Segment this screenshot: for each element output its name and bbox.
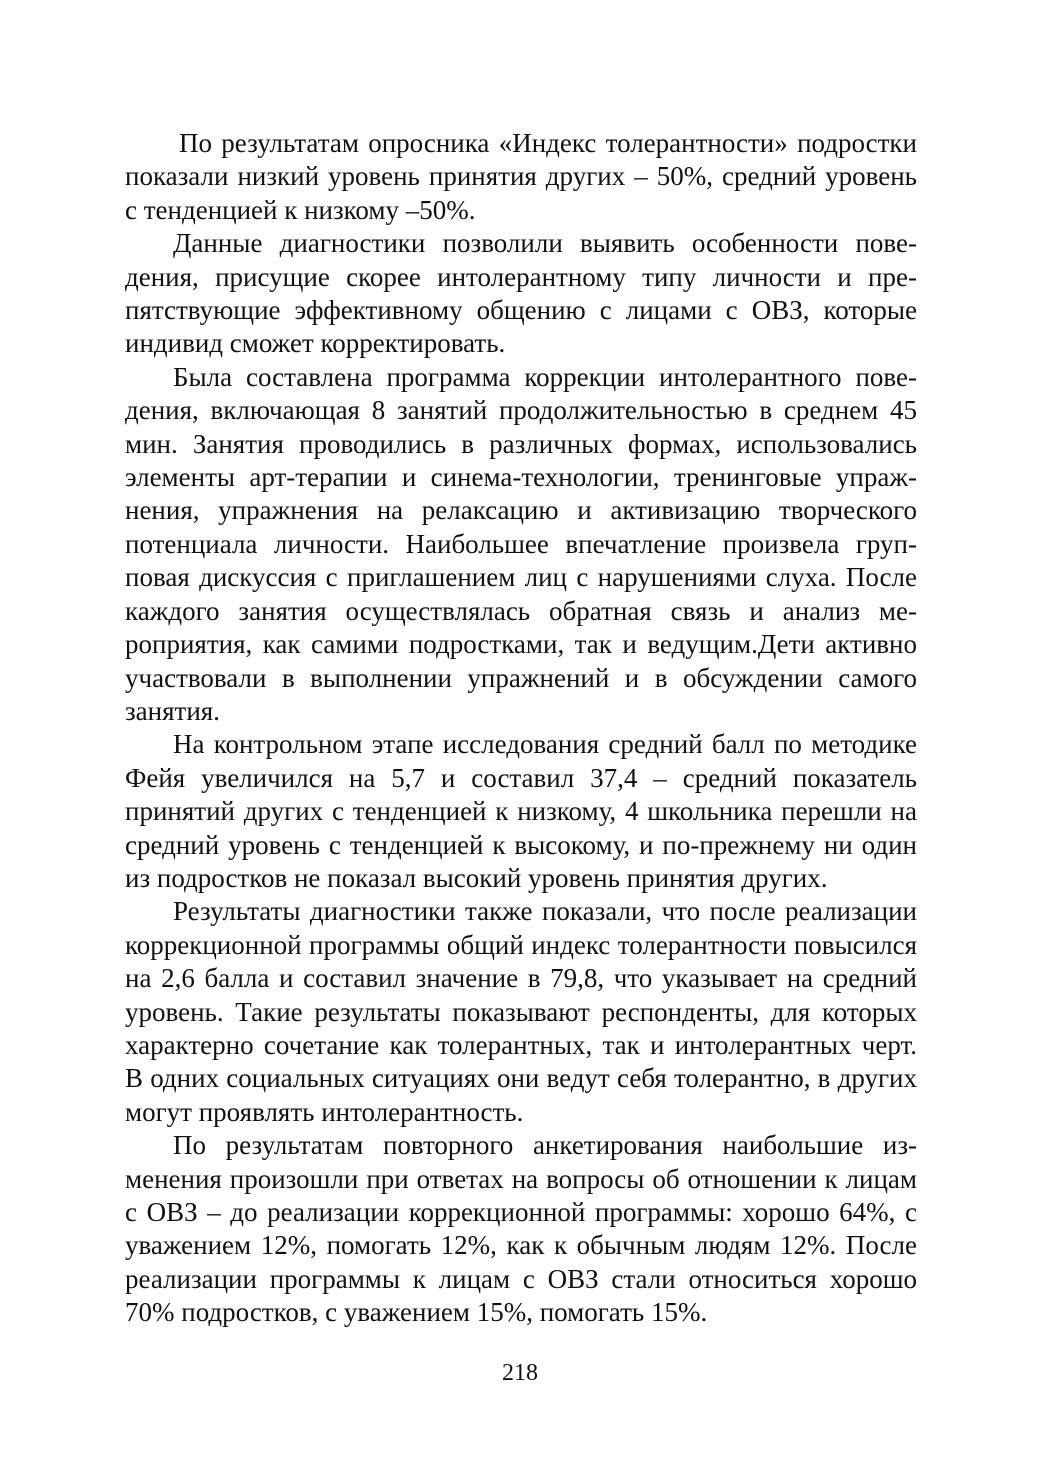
- document-body: [125, 127, 917, 1330]
- page-number: 218: [502, 1360, 538, 1386]
- paragraph-correction-program: Была составлена программа коррекции интолерантного поведения, включающая 8 занятий продолжительностью в среднем 45 мин. Занятия проводились в различных формах, использовались элементы арт-терапии и синема-технологии, тренинговые упражнения, упражнения на релаксацию и активизацию творческого потенциала личности. Наибольшее впечатление произвела групповая дискуссия с приглашением лиц с нарушениями слуха. После каждого занятия осуществлялась обратная связь и анализ мероприятия, как самими подростками, так и ведущим.Дети активно участвовали в выполнении упражнений и в обсуждении самого занятия.: [125, 361, 917, 726]
- paragraph-tolerance-index-change: Результаты диагностики также показали, что после реализации коррекционной программы общий индекс толерантности повысился на 2,6 балла и составил значение в 79,8, что указывает на средний уровень. Такие результаты показывают респонденты, для которых характерно сочетание как толерантных, так и интолерантных черт. В одних социальных ситуациях они ведут себя толерантно, в других могут проявлять интолерантность.: [125, 896, 917, 1127]
- paragraph-control-stage: На контрольном этапе исследования средний балл по методике Фейя увеличился на 5,7 и составил 37,4 – средний показатель принятий других с тенденцией к низкому, 4 школьника перешли на средний уровень с тенденцией к высокому, и по-прежнему ни один из подростков не показал высокий уровень принятия других.: [125, 729, 917, 893]
- paragraph-repeat-survey: По результатам повторного анкетирования наибольшие изменения произошли при ответах на вопросы об отношении к лицам с ОВЗ – до реализации коррекционной программы: хорошо 64%, с уважением 12%, помогать 12%, как к обычным людям 12%. После реализации программы к лицам с ОВЗ стали относиться хорошо 70% подростков, с уважением 15%, помогать 15%.: [125, 1130, 917, 1328]
- paragraph-diagnostics-findings: Данные диагностики позволили выявить особенности поведения, присущие скорее интолерантному типу личности и препятствующие эффективному общению с лицами с ОВЗ, которые индивид сможет корректировать.: [125, 228, 917, 359]
- paragraph-tolerance-index-results: По результатам опросника «Индекс толерантности» подростки показали низкий уровень принятия других – 50%, средний уровень с тенденцией к низкому –50%.: [125, 128, 917, 225]
